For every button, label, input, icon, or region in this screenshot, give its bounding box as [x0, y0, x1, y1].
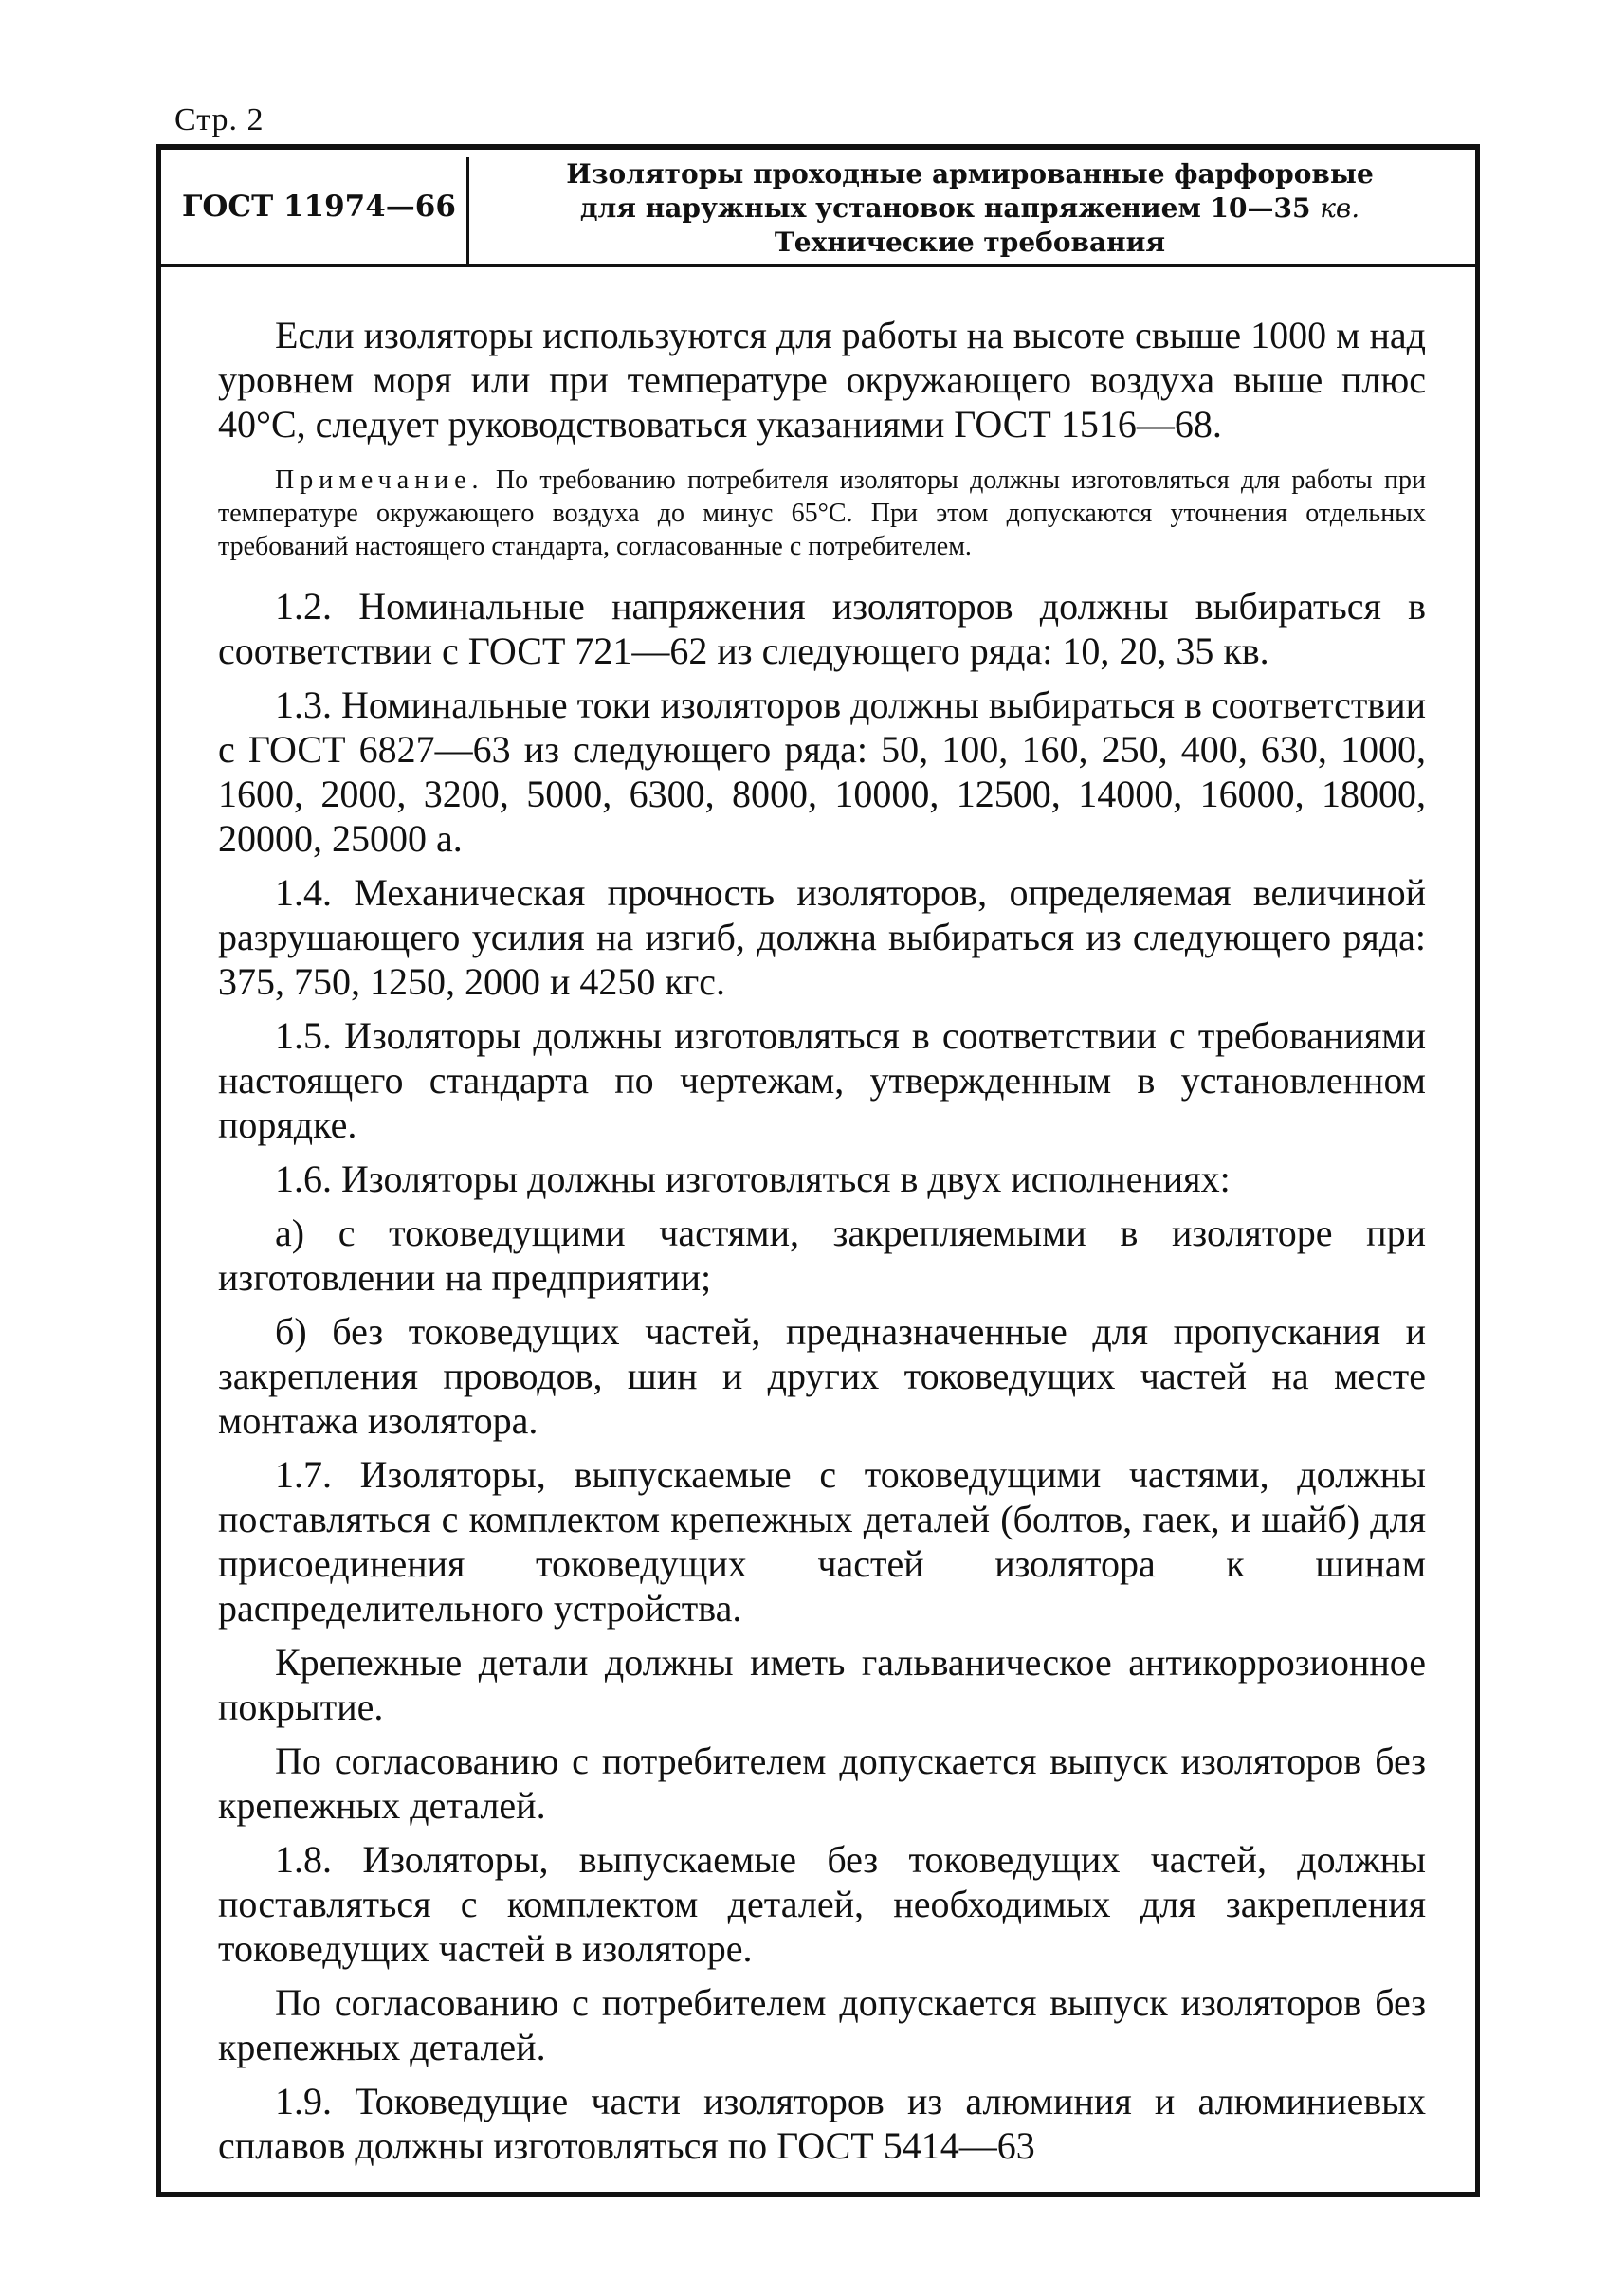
paragraph-1-7-c: По согласованию с потребителем допускается выпуск изоляторов без крепежных деталей. — [218, 1739, 1426, 1827]
paragraph-1-2: 1.2. Номинальные напряжения изоляторов должны выбираться в соответствии с ГОСТ 721—62 из следующего ряда: 10, 20, 35 кв. — [218, 585, 1426, 672]
paragraph-1-9: 1.9. Токоведущие части изоляторов из алюминия и алюминиевых сплавов должны изготовляться по ГОСТ 5414—63 — [218, 2080, 1426, 2167]
header-block — [161, 150, 1475, 267]
paragraph-1-8: 1.8. Изоляторы, выпускаемые без токоведущих частей, должны поставляться с комплектом деталей, необходимых для закрепления токоведущих частей в изоляторе. — [218, 1838, 1426, 1970]
paragraph-1-6-b: б) без токоведущих частей, предназначенные для пропускания и закрепления проводов, шин и других токоведущих частей на месте монтажа изолятора. — [218, 1310, 1426, 1442]
paragraph-1-3: 1.3. Номинальные токи изоляторов должны выбираться в соответствии с ГОСТ 6827—63 из следующего ряда: 50, 100, 160, 250, 400, 630, 1000, 1600, 2000, 3200, 5000, 6300, 8000, 10000, 12500, 14000, 16000, 18000, 20000, 25000 а. — [218, 683, 1426, 860]
note-label: Примечание. — [275, 465, 484, 495]
title-line-2-unit: кв. — [1320, 192, 1360, 224]
page-number: Стр. 2 — [174, 102, 265, 137]
document-body — [218, 313, 1426, 2177]
title-line-3: Технические требования — [774, 227, 1166, 258]
paragraph-1-4: 1.4. Механическая прочность изоляторов, определяемая величиной разрушающего усилия на изгиб, должна выбираться из следующего ряда: 375, 750, 1250, 2000 и 4250 кгс. — [218, 871, 1426, 1003]
header-divider — [466, 157, 469, 264]
note-text: По требованию потребителя изоляторы должны изготовляться для работы при температуре окружающего воздуха до минус 65°С. При этом допускаются уточнения отдельных требований настоящего стандарта, согласованные с потребителем. — [218, 465, 1426, 561]
note — [218, 464, 1426, 563]
paragraph-1-8-b: По согласованию с потребителем допускается выпуск изоляторов без крепежных деталей. — [218, 1981, 1426, 2068]
page-frame — [156, 144, 1480, 2197]
paragraph-1-6: 1.6. Изоляторы должны изготовляться в двух исполнениях: — [275, 1157, 1231, 1200]
paragraph-1-7-b: Крепежные детали должны иметь гальваническое антикоррозионное покрытие. — [218, 1641, 1426, 1728]
title-line-1: Изоляторы проходные армированные фарфоровые — [566, 158, 1374, 190]
paragraph-intro: Если изоляторы используются для работы на высоте свыше 1000 м над уровнем моря или при температуре окружающего воздуха выше плюс 40°С, следует руководствоваться указаниями ГОСТ 1516—68. — [218, 314, 1426, 446]
paragraph-1-7: 1.7. Изоляторы, выпускаемые с токоведущими частями, должны поставляться с комплектом крепежных деталей (болтов, гаек, и шайб) для присоединения токоведущих частей изолятора к шинам распределительного устройства. — [218, 1453, 1426, 1630]
paragraph-1-5: 1.5. Изоляторы должны изготовляться в соответствии с требованиями настоящего стандарта по чертежам, утвержденным в установленном порядке. — [218, 1014, 1426, 1146]
standard-number: ГОСТ 11974—66 — [182, 190, 456, 224]
paragraph-1-6-a: а) с токоведущими частями, закрепляемыми в изоляторе при изготовлении на предприятии; — [218, 1211, 1426, 1299]
title-line-2-text: для наружных установок напряжением 10—35 — [579, 192, 1321, 224]
standard-title — [474, 157, 1466, 260]
title-line-2 — [474, 191, 1466, 226]
